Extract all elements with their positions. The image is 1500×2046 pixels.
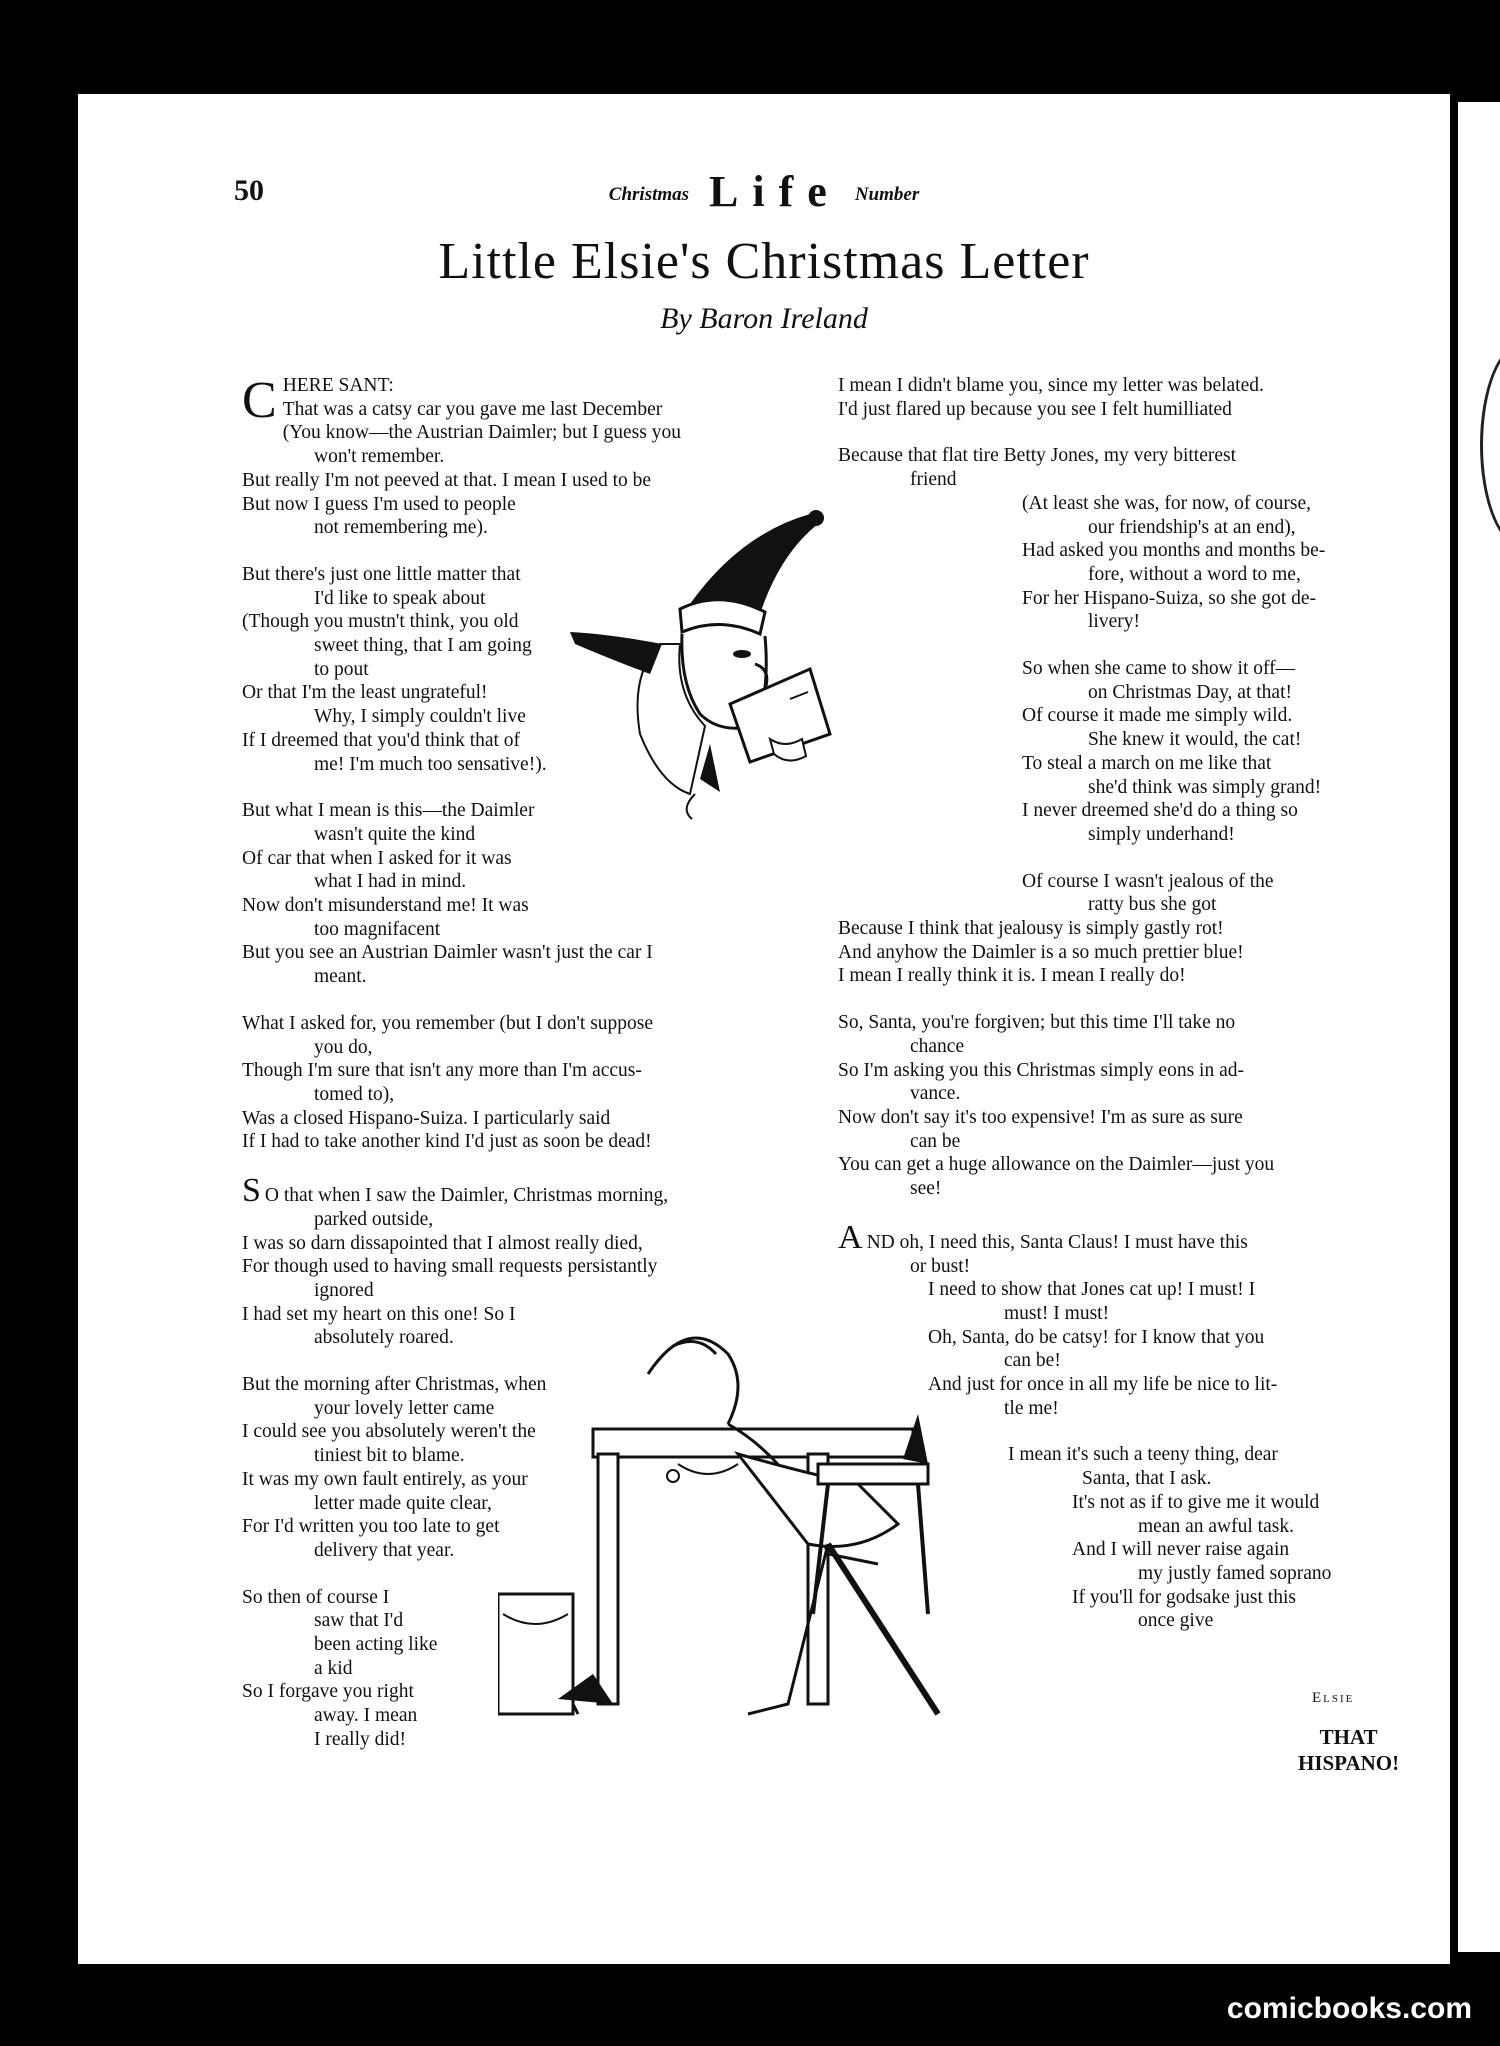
poem-line-text: letter made quite clear, bbox=[314, 1492, 492, 1514]
poem-line bbox=[838, 539, 1478, 563]
poem-line bbox=[838, 1059, 1478, 1083]
poem-line bbox=[838, 634, 1478, 657]
poem-line-text: see! bbox=[910, 1178, 942, 1200]
poem-line-text: If I had to take another kind I'd just as soon be dead! bbox=[242, 1131, 652, 1153]
poem-line bbox=[838, 398, 1478, 422]
poem-line-text: livery! bbox=[1088, 611, 1140, 633]
poem-line-text: ignored bbox=[314, 1279, 374, 1301]
poem-line-text: HERE SANT: bbox=[282, 375, 394, 396]
poem-line bbox=[242, 1172, 892, 1210]
poem-line bbox=[242, 469, 892, 493]
poem-line-text: But the morning after Christmas, when bbox=[242, 1374, 547, 1396]
poem-line bbox=[242, 870, 892, 894]
poem-line bbox=[838, 799, 1478, 823]
poem-line bbox=[242, 1083, 892, 1107]
drop-cap: A bbox=[838, 1218, 863, 1256]
masthead-logo: Life bbox=[709, 167, 841, 216]
poem-line bbox=[242, 1107, 892, 1131]
article-byline: By Baron Ireland bbox=[660, 302, 868, 335]
poem-line bbox=[242, 918, 892, 942]
poem-line-text: wasn't quite the kind bbox=[314, 823, 476, 845]
poem-line bbox=[838, 704, 1478, 728]
poem-line-text: Had asked you months and months be- bbox=[1022, 540, 1326, 562]
poem-line-text: can be bbox=[910, 1130, 961, 1152]
page-number: 50 bbox=[234, 174, 264, 207]
poem-line bbox=[242, 1255, 892, 1279]
poem-line bbox=[838, 823, 1478, 847]
poem-line bbox=[838, 941, 1478, 965]
poem-line-text: Oh, Santa, do be catsy! for I know that you bbox=[928, 1326, 1265, 1348]
poem-line-text: chance bbox=[910, 1035, 965, 1057]
poem-line bbox=[838, 657, 1478, 681]
poem-line bbox=[838, 1035, 1478, 1059]
poem-line-text: your lovely letter came bbox=[314, 1397, 495, 1419]
poem-line-text: I mean it's such a teeny thing, dear bbox=[1008, 1444, 1278, 1466]
poem-line-text: can be! bbox=[1004, 1350, 1061, 1372]
poem-line-text: Santa, that I ask. bbox=[1082, 1468, 1212, 1490]
poem-line bbox=[838, 893, 1478, 917]
poem-line bbox=[838, 1218, 1478, 1256]
poem-line bbox=[242, 989, 892, 1012]
poem-line-text: Of car that when I asked for it was bbox=[242, 847, 512, 869]
poem-line-text: I need to show that Jones cat up! I must! I bbox=[928, 1279, 1256, 1301]
poem-line bbox=[242, 1279, 892, 1303]
poem-line-text: So I forgave you right bbox=[242, 1681, 414, 1703]
poem-line bbox=[838, 728, 1478, 752]
poem-line-text: Now don't misunderstand me! It was bbox=[242, 895, 529, 917]
poem-line bbox=[838, 1153, 1478, 1177]
poem-line-text: Because I think that jealousy is simply gastly rot! bbox=[838, 918, 1224, 940]
poem-line-text: been acting like bbox=[314, 1634, 438, 1656]
poem-line-text: a kid bbox=[314, 1657, 353, 1679]
poem-line bbox=[838, 563, 1478, 587]
poem-line bbox=[838, 374, 1478, 398]
poem-line-text: Of course I wasn't jealous of the bbox=[1022, 870, 1274, 892]
poem-line bbox=[838, 681, 1478, 705]
closing-line bbox=[1298, 1724, 1399, 1776]
poem-line-text: And I will never raise again bbox=[1072, 1539, 1290, 1561]
poem-line bbox=[838, 516, 1478, 540]
poem-line-text: It's not as if to give me it would bbox=[1072, 1491, 1320, 1513]
poem-line bbox=[838, 610, 1478, 634]
signature: Elsie bbox=[1312, 1690, 1355, 1706]
poem-line-text: I really did! bbox=[314, 1728, 407, 1750]
poem-line bbox=[838, 1255, 1478, 1279]
poem-line-text: saw that I'd bbox=[314, 1610, 404, 1632]
poem-line-text: And anyhow the Daimler is a so much prettier blue! bbox=[838, 941, 1244, 963]
poem-line-text: But what I mean is this—the Daimler bbox=[242, 800, 535, 822]
poem-line-text: I could see you absolutely weren't the bbox=[242, 1421, 536, 1443]
poem-line-text: O that when I saw the Daimler, Christmas morning, bbox=[264, 1185, 669, 1207]
poem-line bbox=[838, 421, 1478, 444]
poem-line-text: Because that flat tire Betty Jones, my very bitterest bbox=[838, 445, 1237, 467]
magazine-page bbox=[78, 94, 1450, 1964]
poem-line-text: tiniest bit to blame. bbox=[314, 1445, 465, 1467]
poem-line-text: vance. bbox=[910, 1083, 961, 1105]
poem-line-text: parked outside, bbox=[314, 1208, 434, 1230]
poem-line-text: For I'd written you too late to get bbox=[242, 1516, 500, 1538]
poem-line-text: For though used to having small requests persistantly bbox=[242, 1256, 658, 1278]
poem-line bbox=[838, 468, 1478, 492]
poem-line bbox=[838, 587, 1478, 611]
poem-line-text: fore, without a word to me, bbox=[1088, 563, 1301, 585]
poem-line bbox=[838, 752, 1478, 776]
poem-line-text: She knew it would, the cat! bbox=[1088, 729, 1302, 751]
poem-line bbox=[242, 1208, 892, 1232]
poem-line bbox=[242, 421, 892, 445]
poem-line bbox=[242, 1130, 892, 1154]
poem-line bbox=[838, 776, 1478, 800]
poem-line-text: Why, I simply couldn't live bbox=[314, 706, 526, 728]
poem-line-text: Though I'm sure that isn't any more than I'm accus- bbox=[242, 1060, 642, 1082]
poem-line-text: you do, bbox=[314, 1036, 373, 1058]
poem-line bbox=[242, 1036, 892, 1060]
poem-line-text: sweet thing, that I am going bbox=[314, 635, 532, 657]
poem-line-text: me! I'm much too sensative!). bbox=[314, 753, 547, 775]
poem-line-text: So, Santa, you're forgiven; but this time I'll take no bbox=[838, 1012, 1236, 1034]
poem-line-text: So then of course I bbox=[242, 1586, 390, 1608]
poem-line-text: (Though you mustn't think, you old bbox=[242, 611, 519, 633]
poem-line-text: I never dreemed she'd do a thing so bbox=[1022, 800, 1298, 822]
poem-line-text: on Christmas Day, at that! bbox=[1088, 681, 1292, 703]
poem-line-text: So when she came to show it off— bbox=[1022, 658, 1296, 680]
poem-line bbox=[838, 1201, 1478, 1224]
poem-line bbox=[838, 917, 1478, 941]
girl-writing-illustration bbox=[498, 1314, 1218, 1754]
watermark: comicbooks.com bbox=[1226, 1992, 1472, 2025]
poem-line-text: won't remember. bbox=[314, 446, 445, 468]
poem-line-text: too magnifacent bbox=[314, 918, 441, 940]
poem-line-text: not remembering me). bbox=[314, 517, 488, 539]
poem-line-text: If I dreemed that you'd think that of bbox=[242, 729, 521, 751]
poem-line-text: Or that I'm the least ungrateful! bbox=[242, 682, 488, 704]
drop-cap: S bbox=[242, 1172, 261, 1210]
poem-line-text: But there's just one little matter that bbox=[242, 563, 521, 585]
poem-line bbox=[838, 1106, 1478, 1130]
next-page-ornament bbox=[1480, 342, 1500, 548]
article-title: Little Elsie's Christmas Letter bbox=[438, 233, 1090, 290]
poem-line-text: ND oh, I need this, Santa Claus! I must have this bbox=[866, 1231, 1248, 1253]
poem-line bbox=[242, 1154, 892, 1177]
masthead bbox=[78, 166, 1450, 217]
poem-line bbox=[838, 988, 1478, 1011]
poem-line-text: What I asked for, you remember (but I don't suppose bbox=[242, 1012, 654, 1034]
poem-line-text: tomed to), bbox=[314, 1083, 395, 1105]
poem-line-text: once give bbox=[1138, 1610, 1214, 1632]
poem-line bbox=[838, 870, 1478, 894]
poem-line bbox=[838, 1011, 1478, 1035]
poem-line-text: I'd like to speak about bbox=[314, 587, 486, 609]
drop-cap: C bbox=[242, 372, 277, 429]
poem-line-text: I was so darn dissapointed that I almost really died, bbox=[242, 1232, 643, 1254]
poem-line-text: she'd think was simply grand! bbox=[1088, 776, 1322, 798]
poem-line-text: So I'm asking you this Christmas simply eons in ad- bbox=[838, 1059, 1244, 1081]
poem-line-text: I'd just flared up because you see I felt humilliated bbox=[838, 398, 1232, 420]
poem-line-text: absolutely roared. bbox=[314, 1327, 454, 1349]
poem-line-text: friend bbox=[910, 469, 957, 491]
poem-line-text: To steal a march on me like that bbox=[1022, 752, 1272, 774]
poem-line bbox=[838, 444, 1478, 468]
poem-line bbox=[242, 847, 892, 871]
poem-line-text: (At least she was, for now, of course, bbox=[1022, 492, 1311, 514]
santa-illustration bbox=[570, 494, 870, 824]
poem-line-text: Of course it made me simply wild. bbox=[1022, 705, 1293, 727]
poem-line-text: Now don't say it's too expensive! I'm as sure as sure bbox=[838, 1106, 1243, 1128]
poem-line-text: or bust! bbox=[910, 1255, 971, 1277]
poem-line bbox=[242, 1232, 892, 1256]
poem-line bbox=[838, 964, 1478, 988]
closing-line-2: HISPANO! bbox=[1298, 1751, 1400, 1775]
next-page-edge bbox=[1458, 102, 1500, 1952]
poem-line-text: simply underhand! bbox=[1088, 823, 1235, 845]
poem-line-text: I had set my heart on this one! So I bbox=[242, 1303, 516, 1325]
poem-line-text: away. I mean bbox=[314, 1705, 418, 1727]
poem-line bbox=[242, 941, 892, 965]
poem-line-text: must! I must! bbox=[1004, 1302, 1110, 1324]
poem-line bbox=[838, 492, 1478, 516]
poem-line bbox=[838, 1177, 1478, 1201]
closing-line-1: THAT bbox=[1319, 1725, 1378, 1749]
poem-line-text: I mean I really think it is. I mean I really do! bbox=[838, 965, 1186, 987]
poem-line-text: tle me! bbox=[1004, 1397, 1059, 1419]
poem-line-text: For her Hispano-Suiza, so she got de- bbox=[1022, 587, 1317, 609]
poem-line-text: to pout bbox=[314, 658, 369, 680]
poem-line-text: But really I'm not peeved at that. I mean I used to be bbox=[242, 469, 652, 491]
poem-line-text: Was a closed Hispano-Suiza. I particularly said bbox=[242, 1107, 611, 1129]
poem-line bbox=[242, 965, 892, 989]
poem-line bbox=[242, 1012, 892, 1036]
poem-line-text: our friendship's at an end), bbox=[1088, 516, 1296, 538]
poem-line bbox=[838, 1278, 1478, 1302]
masthead-right: Number bbox=[854, 184, 920, 205]
poem-line-text: It was my own fault entirely, as your bbox=[242, 1468, 528, 1490]
poem-line-text: my justly famed soprano bbox=[1138, 1562, 1332, 1584]
poem-line bbox=[242, 823, 892, 847]
poem-line-text: That was a catsy car you gave me last December bbox=[282, 398, 663, 420]
poem-line bbox=[838, 1082, 1478, 1106]
poem-line-text: And just for once in all my life be nice to lit- bbox=[928, 1374, 1278, 1396]
poem-line-text: delivery that year. bbox=[314, 1539, 455, 1561]
poem-line bbox=[242, 398, 892, 422]
poem-line bbox=[242, 1059, 892, 1083]
poem-line-text: meant. bbox=[314, 966, 367, 988]
poem-line-text: what I had in mind. bbox=[314, 871, 467, 893]
poem-line bbox=[838, 1130, 1478, 1154]
poem-line-text: mean an awful task. bbox=[1138, 1515, 1294, 1537]
poem-line bbox=[242, 445, 892, 469]
poem-line-text: ratty bus she got bbox=[1088, 894, 1217, 916]
poem-line bbox=[838, 847, 1478, 870]
poem-line bbox=[242, 894, 892, 918]
poem-line-text: (You know—the Austrian Daimler; but I guess you bbox=[282, 422, 681, 444]
poem-line-text: But now I guess I'm used to people bbox=[242, 493, 516, 515]
poem-line-text: If you'll for godsake just this bbox=[1072, 1586, 1296, 1608]
poem-line-text: But you see an Austrian Daimler wasn't just the car I bbox=[242, 942, 653, 964]
poem-line-text: You can get a huge allowance on the Daimler—just you bbox=[838, 1154, 1275, 1176]
masthead-left: Christmas bbox=[608, 184, 690, 205]
poem-line-text: I mean I didn't blame you, since my letter was belated. bbox=[838, 375, 1264, 396]
